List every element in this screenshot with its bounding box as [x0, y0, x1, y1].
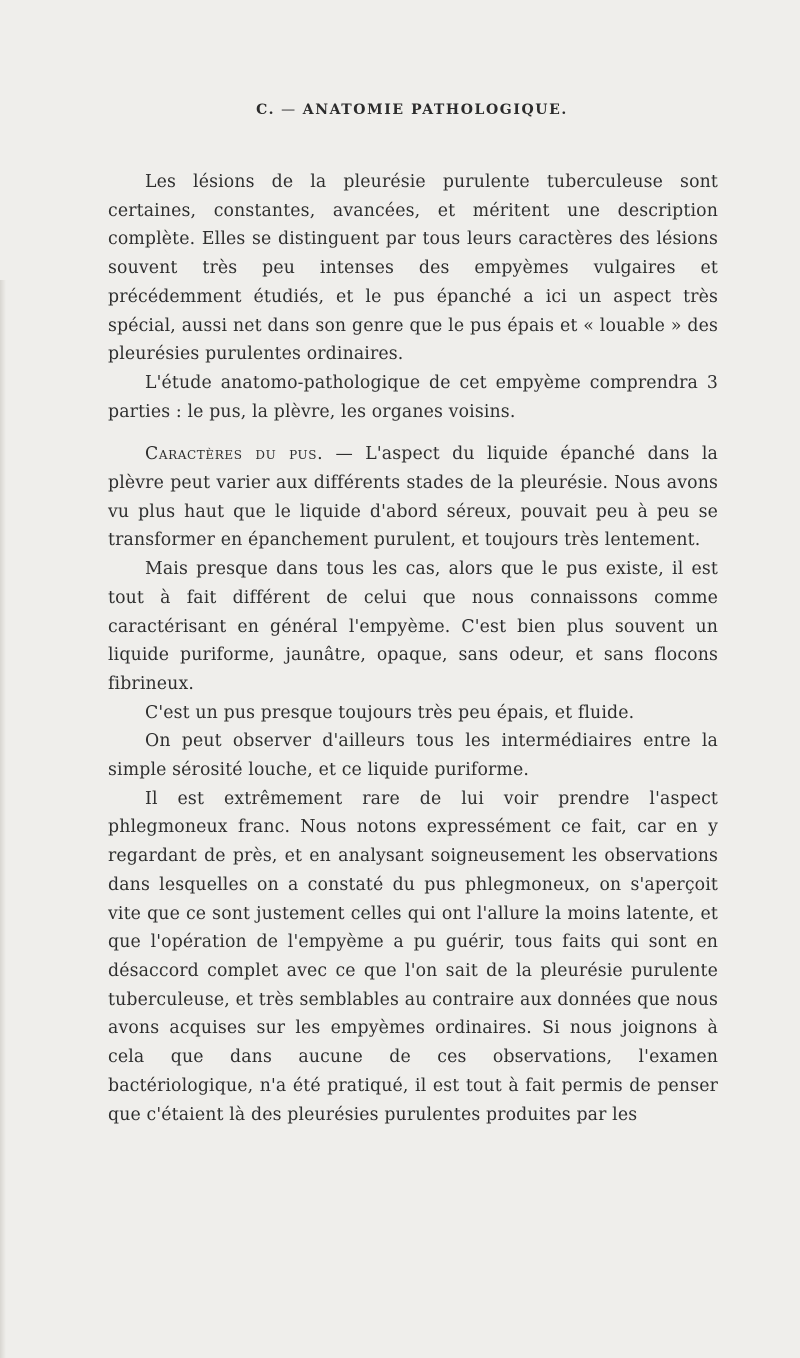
- paragraph-plan: L'étude anatomo-pathologique de cet empyème comprendra 3 parties : le pus, la plèvre, les organes voisins.: [108, 372, 718, 422]
- paragraph-intermediates: On peut observer d'ailleurs tous les intermédiaires entre la simple sérosité louche, et ce liquide puriforme.: [108, 731, 718, 781]
- body-text: [108, 168, 718, 1129]
- paragraph-pus-different: Mais presque dans tous les cas, alors que le pus existe, il est tout à fait différent de celui que nous connaissons comme caractérisant en général l'empyème. C'est bien plus souvent un liquide puriforme, jaunâtre, opaque, sans odeur, et sans flocons fibrineux.: [108, 559, 718, 694]
- section-pus: [108, 440, 718, 555]
- paragraph-phlegmonous: Il est extrêmement rare de lui voir prendre l'aspect phlegmoneux franc. Nous notons expressément ce fait, car en y regardant de près, et en analysant soigneusement les observations dans lesquelles on a constaté du pus phlegmoneux, on s'aperçoit vite que ce sont justement celles qui ont l'allure la moins latente, et que l'opération de l'empyème a pu guérir, tous faits qui sont en désaccord complet avec ce que l'on sait de la pleurésie purulente tuberculeuse, et très semblables au contraire aux données que nous avons acquises sur les empyèmes ordinaires. Si nous joignons à cela que dans aucune de ces observations, l'examen bactériologique, n'a été pratiqué, il est tout à fait permis de penser que c'étaient là des pleurésies purulentes produites par les: [108, 788, 718, 1125]
- heading-letter: C.: [256, 102, 276, 118]
- heading-separator: —: [281, 102, 297, 118]
- chapter-heading: [0, 102, 800, 118]
- page-binding-edge: [0, 280, 6, 1358]
- section-heading: Caractères du pus.: [145, 444, 324, 465]
- paragraph-pus-fluid: C'est un pus presque toujours très peu épais, et fluide.: [145, 702, 635, 723]
- heading-title: ANATOMIE PATHOLOGIQUE.: [302, 102, 568, 118]
- paragraph-intro: Les lésions de la pleurésie purulente tuberculeuse sont certaines, constantes, avancées, et méritent une description complète. Elles se distinguent par tous leurs caractères des lésions souvent très peu intenses des empyèmes vulgaires et précédemment étudiés, et le pus épanché a ici un aspect très spécial, aussi net dans son genre que le pus épais et « louable » des pleurésies purulentes ordinaires.: [108, 172, 718, 365]
- section-intro: — L'aspect du liquide épanché dans la plèvre peut varier aux différents stades de la pleurésie. Nous avons vu plus haut que le liquide d'abord séreux, pouvait peu à peu se transformer en épanchement purulent, et toujours très lentement.: [108, 444, 719, 551]
